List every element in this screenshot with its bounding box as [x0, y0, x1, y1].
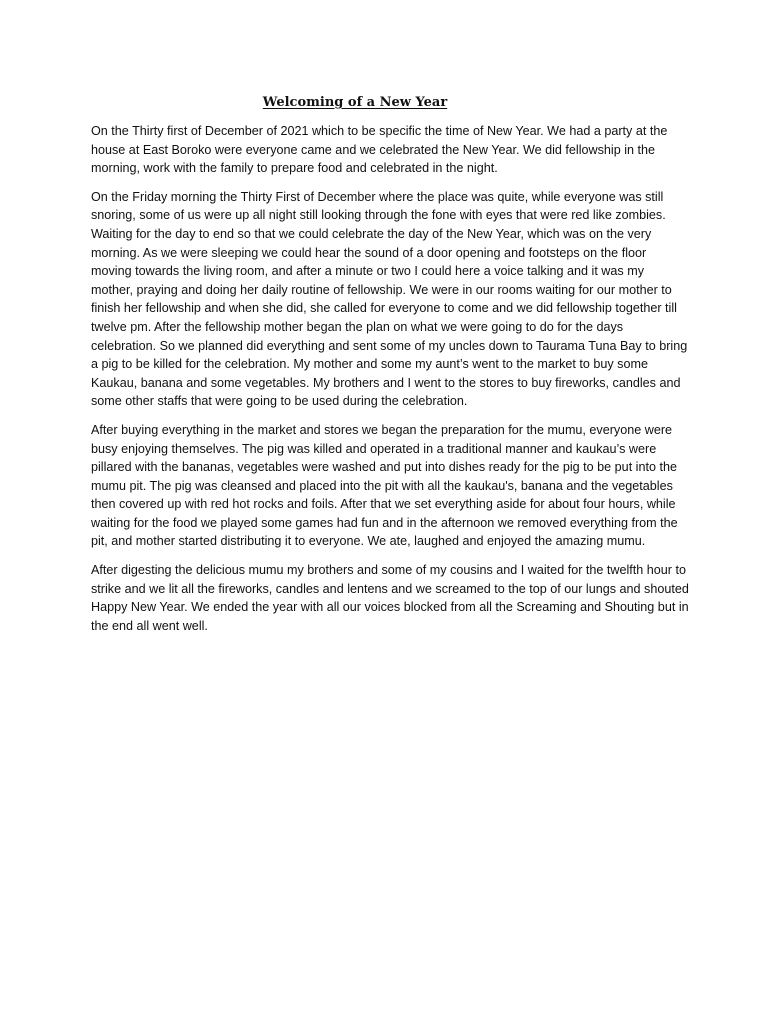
document-title: Welcoming of a New Year [262, 95, 448, 110]
paragraph-1: On the Thirty first of December of 2021 which to be specific the time of New Year. We had a party at the house at East Boroko were everyone came and we celebrated the New Year. We did fellowship in the morning, work with the family to prepare food and celebrated in the night. [91, 124, 668, 176]
document-body [91, 122, 689, 645]
paragraph-4: After digesting the delicious mumu my brothers and some of my cousins and I waited for the twelfth hour to strike and we lit all the fireworks, candles and lentens and we screamed to the top of our lungs and shouted Happy New Year. We ended the year with all our voices blocked from all the Screaming and Shouting but in the end all went well. [91, 563, 689, 633]
paragraph-2: On the Friday morning the Thirty First of December where the place was quite, while everyone was still snoring, some of us were up all night still looking through the fone with eyes that were red like zombies. Waiting for the day to end so that we could celebrate the day of the New Year, which was on the very morning. As we were sleeping we could hear the sound of a door opening and footsteps on the floor moving towards the living room, and after a minute or two I could here a voice talking and it was my mother, praying and doing her daily routine of fellowship. We were in our rooms waiting for our mother to finish her fellowship and when she did, she called for everyone to come and we did fellowship together till twelve pm. After the fellowship mother began the plan on what we were going to do for the days celebration. So we planned did everything and sent some of my uncles down to Taurama Tuna Bay to bring a pig to be killed for the celebration. My mother and some my aunt’s went to the market to buy some Kaukau, banana and some vegetables. My brothers and I went to the stores to buy fireworks, candles and some other staffs that were going to be used during the celebration. [91, 189, 688, 409]
paragraph-3: After buying everything in the market and stores we began the preparation for the mumu, everyone were busy enjoying themselves. The pig was killed and operated in a traditional manner and kaukau’s were pillared with the bananas, vegetables were washed and put into dishes ready for the pig to be put into the mumu pit. The pig was cleansed and placed into the pit with all the kaukau's, banana and the vegetables then covered up with red hot rocks and foils. After that we set everything aside for about four hours, while waiting for the food we played some games had fun and in the afternoon we removed everything from the pit, and mother started distributing it to everyone. We ate, laughed and enjoyed the amazing mumu. [91, 422, 678, 549]
